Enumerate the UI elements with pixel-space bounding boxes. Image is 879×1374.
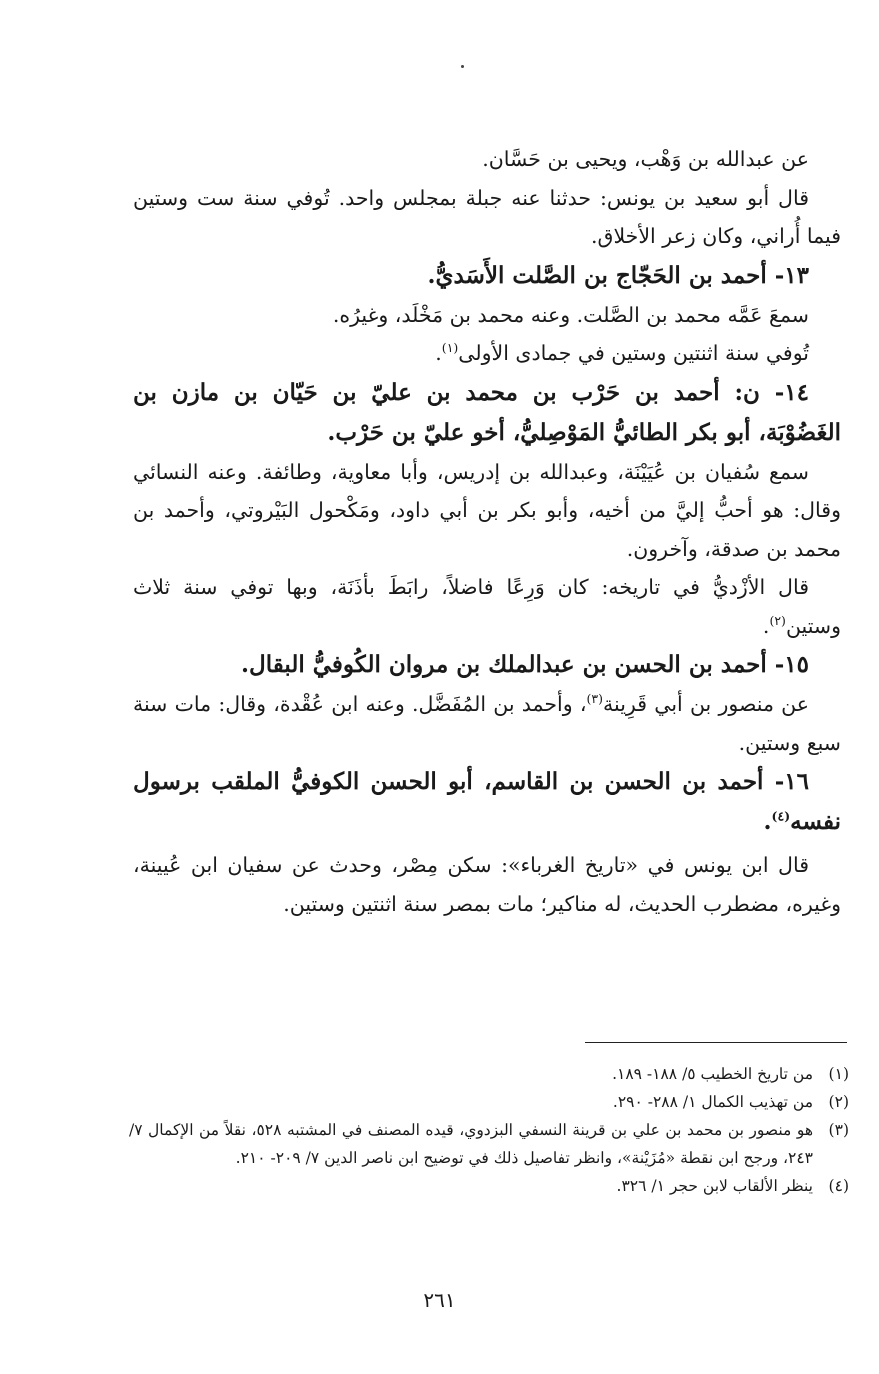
- page-speck: [461, 65, 464, 68]
- footnote-ref-2: (٢): [769, 612, 786, 628]
- footnote-item: [129, 1172, 849, 1200]
- entry-heading-14: ١٤- ن: أحمد بن حَرْب بن محمد بن عليّ بن حَيّان بن مازن بن الغَضُوْبَة، أبو بكر الطائيُّ المَوْصِليُّ، أخو عليّ بن حَرْب.: [133, 378, 841, 446]
- footnote-ref-3: (٣): [586, 691, 604, 707]
- paragraph-text: عن منصور بن أبي قَرِينة: [603, 692, 809, 716]
- entry-title-end: .: [763, 808, 772, 835]
- footnote-divider: [585, 1042, 847, 1043]
- footnotes: [129, 1060, 849, 1200]
- footnote-text: من تهذيب الكمال ١/ ٢٨٨- ٢٩٠.: [612, 1093, 813, 1111]
- paragraph-text: قال الأزْديُّ في تاريخه: كان وَرِعًا فاضلاً، رابَطَ بأذَنَة، وبها توفي سنة ثلاث وستين: [133, 575, 841, 638]
- footnote-text: هو منصور بن محمد بن علي بن قرينة النسفي البزدوي، قيده المصنف في المشتبه ٥٢٨، نقلاً من الإكمال ٧/ ٢٤٣، ورجح ابن نقطة «مُزَيْنة»، وانظر تفاصيل ذلك في توضيح ابن ناصر الدين ٧/ ٢٠٩- ٢١٠.: [129, 1121, 814, 1167]
- entry-heading-13: ١٣- أحمد بن الحَجّاج بن الصَّلت الأَسَديُّ.: [427, 261, 809, 289]
- entry-title-text: ١٦- أحمد بن الحسن بن القاسم، أبو الحسن الكوفيُّ الملقب برسول نفسه: [133, 768, 841, 835]
- footnote-item: [129, 1060, 849, 1088]
- footnote-number: (١): [828, 1065, 849, 1083]
- footnote-text: ينظر الألقاب لابن حجر ١/ ٣٢٦.: [616, 1177, 813, 1195]
- footnote-ref-4: (٤): [771, 808, 791, 824]
- footnote-number: (٢): [828, 1093, 849, 1111]
- footnote-ref-1: (١): [441, 340, 459, 356]
- paragraph: قال أبو سعيد بن يونس: حدثنا عنه جبلة بمجلس واحد. تُوفي سنة ست وستين فيما أُراني، وكان زعر الأخلاق.: [133, 185, 841, 248]
- paragraph: [133, 568, 841, 645]
- entry-heading-15: ١٥- أحمد بن الحسن بن عبدالملك بن مروان الكُوفيُّ البقال.: [241, 651, 809, 678]
- paragraph: [133, 334, 841, 373]
- paragraph-text: تُوفي سنة اثنتين وستين في جمادى الأولى: [458, 341, 809, 365]
- footnote-number: (٣): [828, 1121, 849, 1139]
- paragraph: سمعَ عَمَّه محمد بن الصَّلت. وعنه محمد بن مَخْلَد، وغيرُه.: [332, 302, 809, 327]
- paragraph-text: ، وأحمد بن المُفَضَّل. وعنه ابن عُقْدة، وقال: مات سنة سبع وستين.: [133, 692, 841, 755]
- footnote-number: (٤): [828, 1177, 849, 1195]
- footnote-text: من تاريخ الخطيب ٥/ ١٨٨- ١٨٩.: [612, 1065, 813, 1083]
- paragraph: قال ابن يونس في «تاريخ الغرباء»: سكن مِصْر، وحدث عن سفيان ابن عُيينة، وغيره، مضطرب الحديث، له مناكير؛ مات بمصر سنة اثنتين وستين.: [133, 853, 841, 916]
- paragraph: [133, 685, 841, 762]
- footnote-item: [129, 1088, 849, 1116]
- entry-heading-16: [133, 762, 841, 842]
- main-text: [133, 140, 841, 923]
- paragraph-end: .: [435, 341, 442, 365]
- paragraph: سمع سُفيان بن عُيَيْنَة، وعبدالله بن إدريس، وأبا معاوية، وطائفة. وعنه النسائي وقال: هو أحبُّ إليَّ من أخيه، وأبو بكر بن أبي داود، ومَكْحول البَيْروتي، وأحمد بن محمد بن صدقة، وآخرون.: [133, 459, 841, 561]
- paragraph: عن عبدالله بن وَهْب، ويحيى بن حَسَّان.: [482, 147, 809, 171]
- footnote-item: [129, 1116, 849, 1172]
- paragraph-end: .: [762, 613, 770, 638]
- page-number: ٢٦١: [423, 1288, 456, 1312]
